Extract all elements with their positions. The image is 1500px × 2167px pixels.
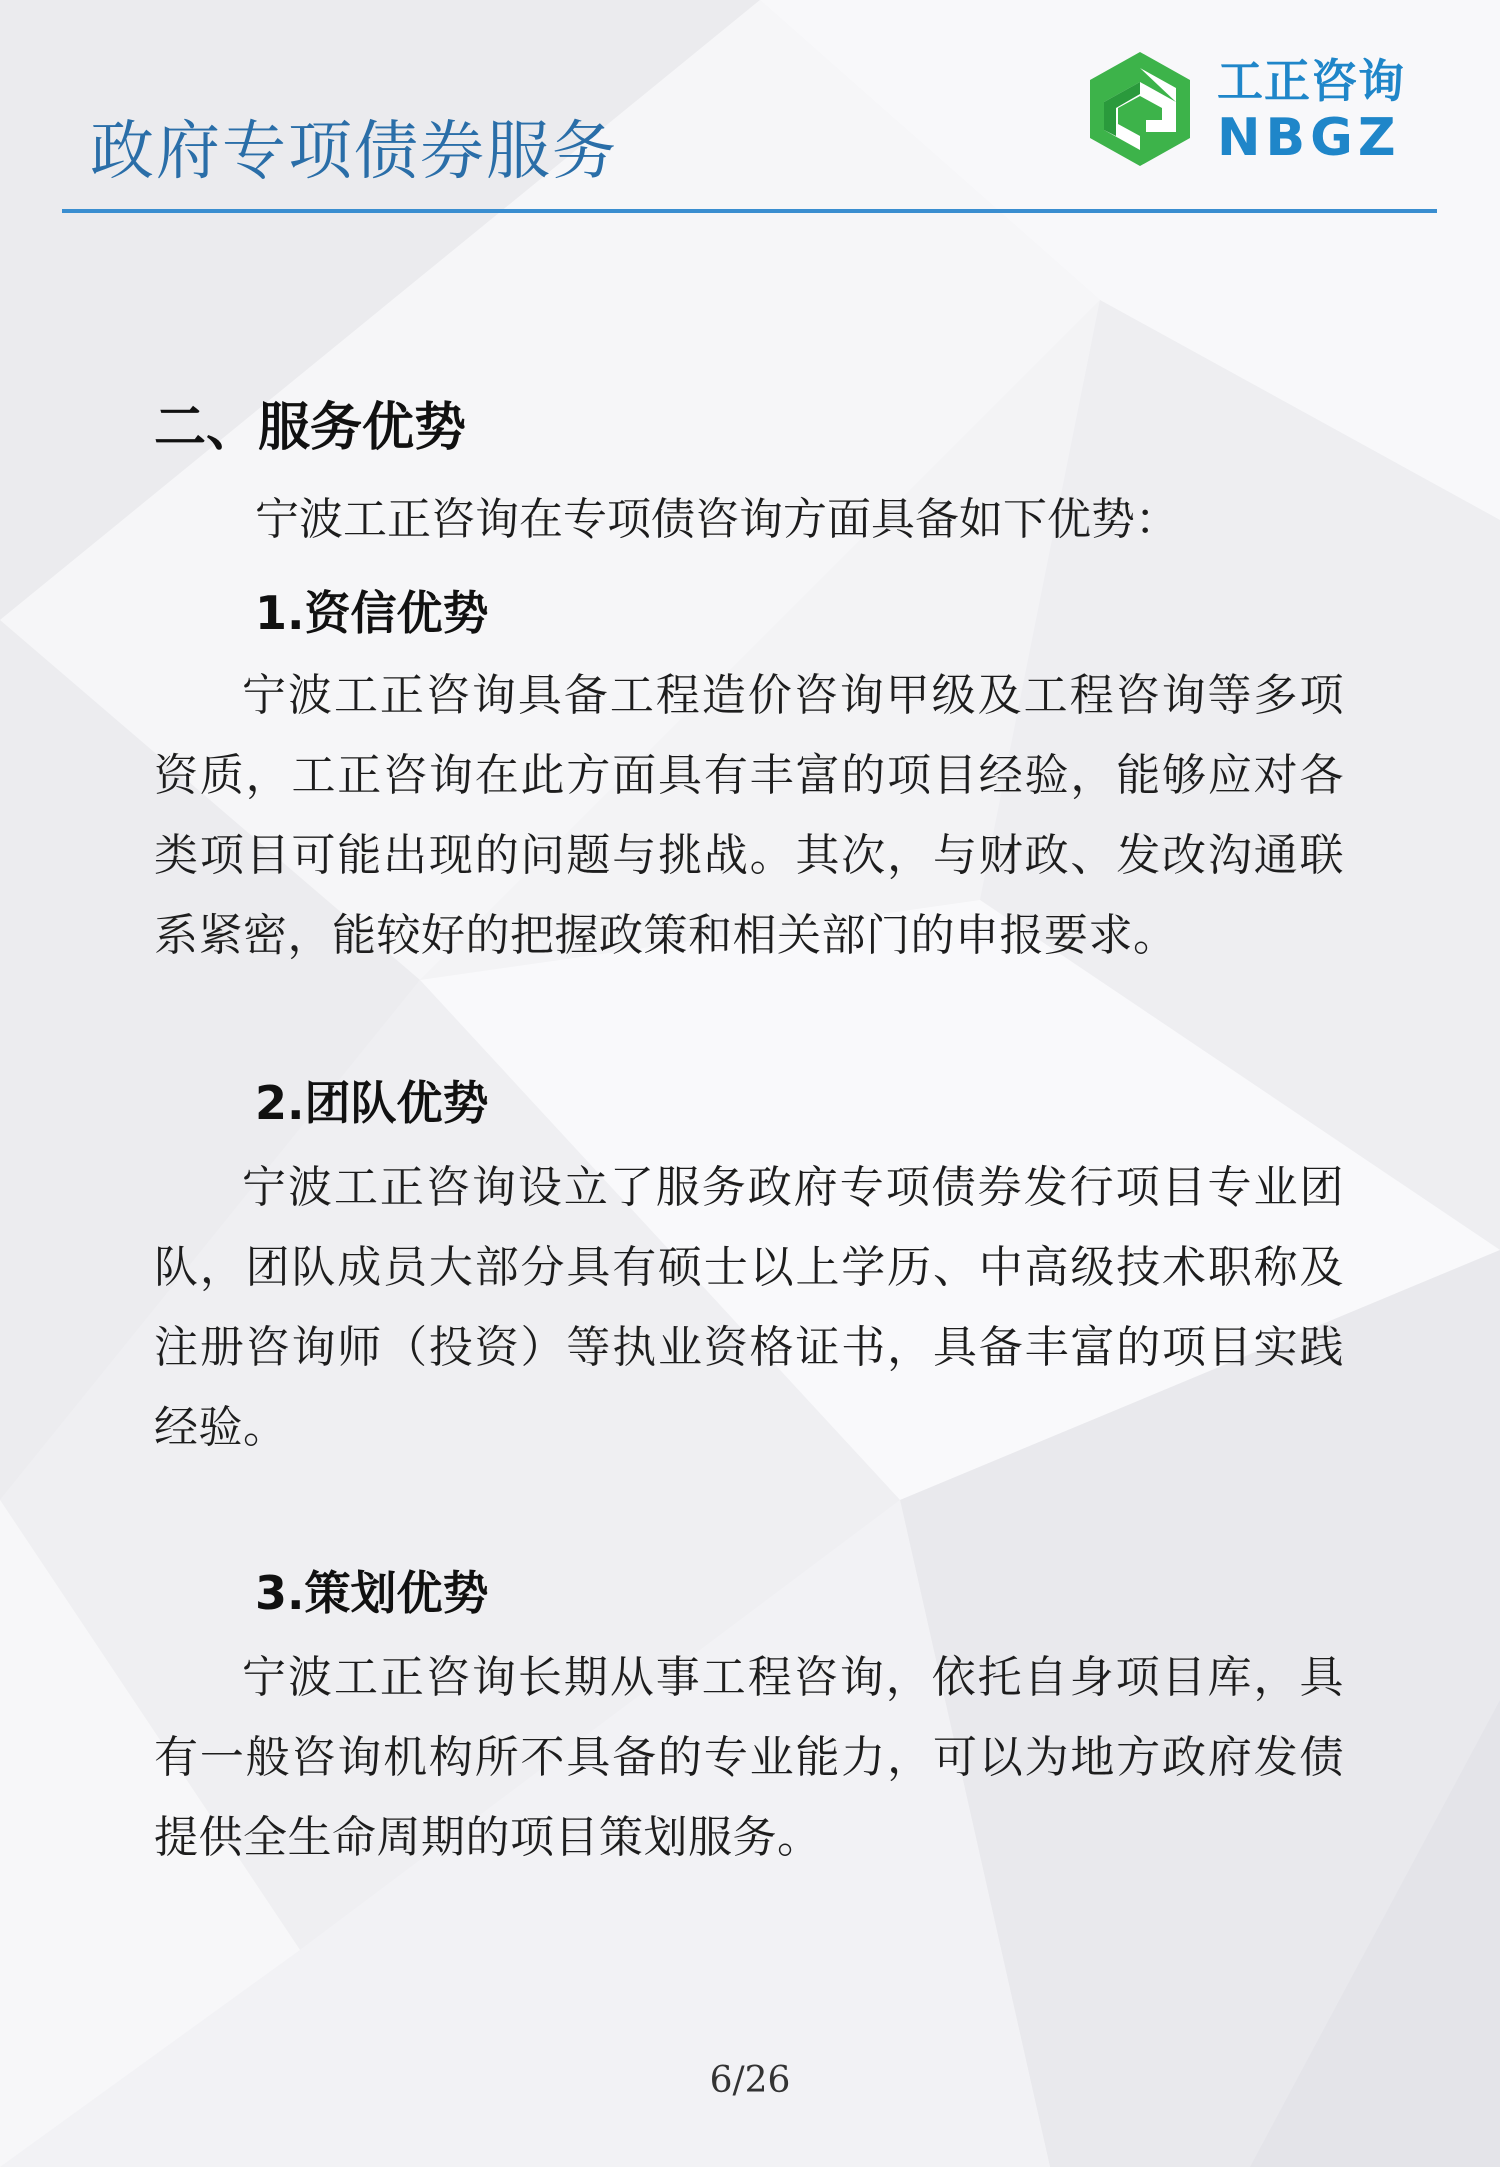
advantage-body-credit: 宁波工正咨询具备工程造价咨询甲级及工程咨询等多项资质，工正咨询在此方面具有丰富的项目经验，能够应对各类项目可能出现的问题与挑战。其次，与财政、发改沟通联系紧密，能较好的把握政策和相关部门的申报要求。 <box>154 670 1344 961</box>
advantage-body-planning: 宁波工正咨询长期从事工程咨询，依托自身项目库，具有一般咨询机构所不具备的专业能力，可以为地方政府发债提供全生命周期的项目策划服务。 <box>154 1652 1344 1863</box>
gz-logo-mark-icon <box>1086 50 1194 168</box>
header-divider <box>62 209 1437 213</box>
advantage-title-planning: 3.策划优势 <box>255 1566 489 1620</box>
section-heading: 二、服务优势 <box>154 398 467 458</box>
company-logo <box>1086 50 1431 168</box>
header-title: 政府专项债券服务 <box>90 115 618 189</box>
page-number: 6/26 <box>709 2060 791 2101</box>
advantage-body-team: 宁波工正咨询设立了服务政府专项债券发行项目专业团队，团队成员大部分具有硕士以上学历、中高级技术职称及注册咨询师（投资）等执业资格证书，具备丰富的项目实践经验。 <box>154 1162 1344 1453</box>
logo-english-text: NBGZ <box>1217 108 1401 168</box>
section-intro: 宁波工正咨询在专项债咨询方面具备如下优势： <box>255 494 1179 545</box>
advantage-title-credit: 1.资信优势 <box>255 586 489 640</box>
advantage-title-team: 2.团队优势 <box>255 1076 489 1130</box>
logo-chinese-text: 工正咨询 <box>1217 54 1405 108</box>
